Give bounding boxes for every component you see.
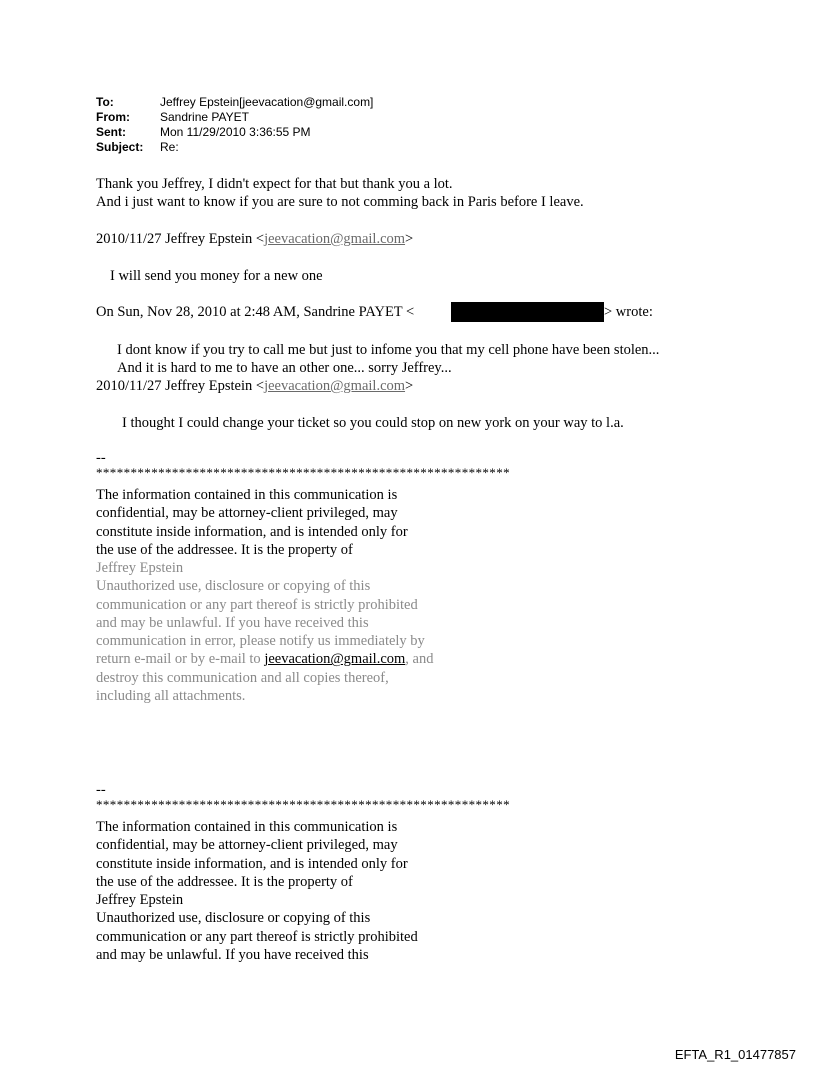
disclaimer-2-line: communication or any part thereof is strictly prohibited <box>96 928 418 945</box>
wrote-prefix: On Sun, Nov 28, 2010 at 2:48 AM, Sandrine PAYET < <box>96 304 415 320</box>
disclaimer-2-line: Jeffrey Epstein <box>96 892 184 909</box>
quote-header-1-email-link[interactable]: jeevacation@gmail.com <box>264 231 406 247</box>
to-label: To: <box>96 95 114 109</box>
disclaimer-2-line: the use of the addressee. It is the property of <box>96 873 353 890</box>
quote-header-1-suffix: > <box>405 231 414 247</box>
sent-row <box>96 125 373 140</box>
quote-header-2 <box>96 377 413 395</box>
disclaimer-2-line: The information contained in this communication is <box>96 819 398 835</box>
email-header <box>96 95 373 155</box>
disclaimer-1-grey-line: destroy this communication and all copies thereof, <box>96 669 389 686</box>
wrote-suffix: > wrote: <box>604 304 653 320</box>
disclaimer-2-line: and may be unlawful. If you have received this <box>96 947 369 964</box>
quote-header-2-prefix: 2010/11/27 Jeffrey Epstein < <box>96 378 265 394</box>
from-label: From: <box>96 110 130 124</box>
disclaimer-2 <box>96 818 418 964</box>
phone-line-1: I dont know if you try to call me but just to infome you that my cell phone have been stolen... <box>117 342 660 358</box>
to-value: Jeffrey Epstein[jeevacation@gmail.com] <box>160 95 374 109</box>
stars-divider-1: ************************************************************ <box>96 465 510 480</box>
subject-row <box>96 140 373 155</box>
wrote-line <box>96 303 414 321</box>
disclaimer-1-grey-line: communication in error, please notify us immediately by <box>96 633 425 650</box>
disclaimer-1-grey-line: Jeffrey Epstein <box>96 560 184 576</box>
body-line-2: And i just want to know if you are sure to not comming back in Paris before I leave. <box>96 194 584 210</box>
disclaimer-2-line: constitute inside information, and is intended only for <box>96 855 408 872</box>
quote-header-1-prefix: 2010/11/27 Jeffrey Epstein < <box>96 231 265 247</box>
phone-line-2: And it is hard to me to have an other one... sorry Jeffrey... <box>117 360 452 376</box>
quote-header-2-suffix: > <box>405 378 414 394</box>
from-value: Sandrine PAYET <box>160 110 249 124</box>
return-suffix: , and <box>405 651 434 668</box>
disclaimer-2-line: Unauthorized use, disclosure or copying of this <box>96 910 371 927</box>
disclaimer-1-grey <box>96 559 433 705</box>
disclaimer-1-email-link[interactable]: jeevacation@gmail.com <box>264 651 406 668</box>
disclaimer-1-line: constitute inside information, and is intended only for <box>96 523 408 540</box>
ticket-line: I thought I could change your ticket so you could stop on new york on your way to l.a. <box>122 415 624 431</box>
body-line-1: Thank you Jeffrey, I didn't expect for that but thank you a lot. <box>96 176 453 192</box>
from-row <box>96 110 373 125</box>
disclaimer-1-grey-line: and may be unlawful. If you have received this <box>96 614 369 631</box>
quote-header-1 <box>96 230 413 248</box>
to-row <box>96 95 373 110</box>
stars-divider-2: ************************************************************ <box>96 797 510 812</box>
disclaimer-1-line: confidential, may be attorney-client privileged, may <box>96 505 398 522</box>
sent-label: Sent: <box>96 125 126 139</box>
document-id: EFTA_R1_01477857 <box>674 1047 796 1062</box>
disclaimer-2-line: confidential, may be attorney-client privileged, may <box>96 837 398 854</box>
redaction-block <box>451 302 604 322</box>
sent-value: Mon 11/29/2010 3:36:55 PM <box>160 125 311 139</box>
signature-dashes-2: -- <box>96 782 106 798</box>
return-prefix: return e-mail or by e-mail to <box>96 651 265 668</box>
disclaimer-1-return-line <box>96 650 433 668</box>
money-line: I will send you money for a new one <box>110 268 323 284</box>
disclaimer-1-grey-line: Unauthorized use, disclosure or copying of this <box>96 578 371 595</box>
disclaimer-1-grey-line: communication or any part thereof is strictly prohibited <box>96 596 418 613</box>
disclaimer-1-black <box>96 486 408 559</box>
signature-dashes-1: -- <box>96 450 106 466</box>
disclaimer-1-line: The information contained in this communication is <box>96 487 398 503</box>
subject-value: Re: <box>160 140 179 154</box>
disclaimer-1-grey-line: including all attachments. <box>96 688 246 705</box>
quote-header-2-email-link[interactable]: jeevacation@gmail.com <box>264 378 406 394</box>
disclaimer-1-line: the use of the addressee. It is the property of <box>96 541 353 558</box>
subject-label: Subject: <box>96 140 144 154</box>
